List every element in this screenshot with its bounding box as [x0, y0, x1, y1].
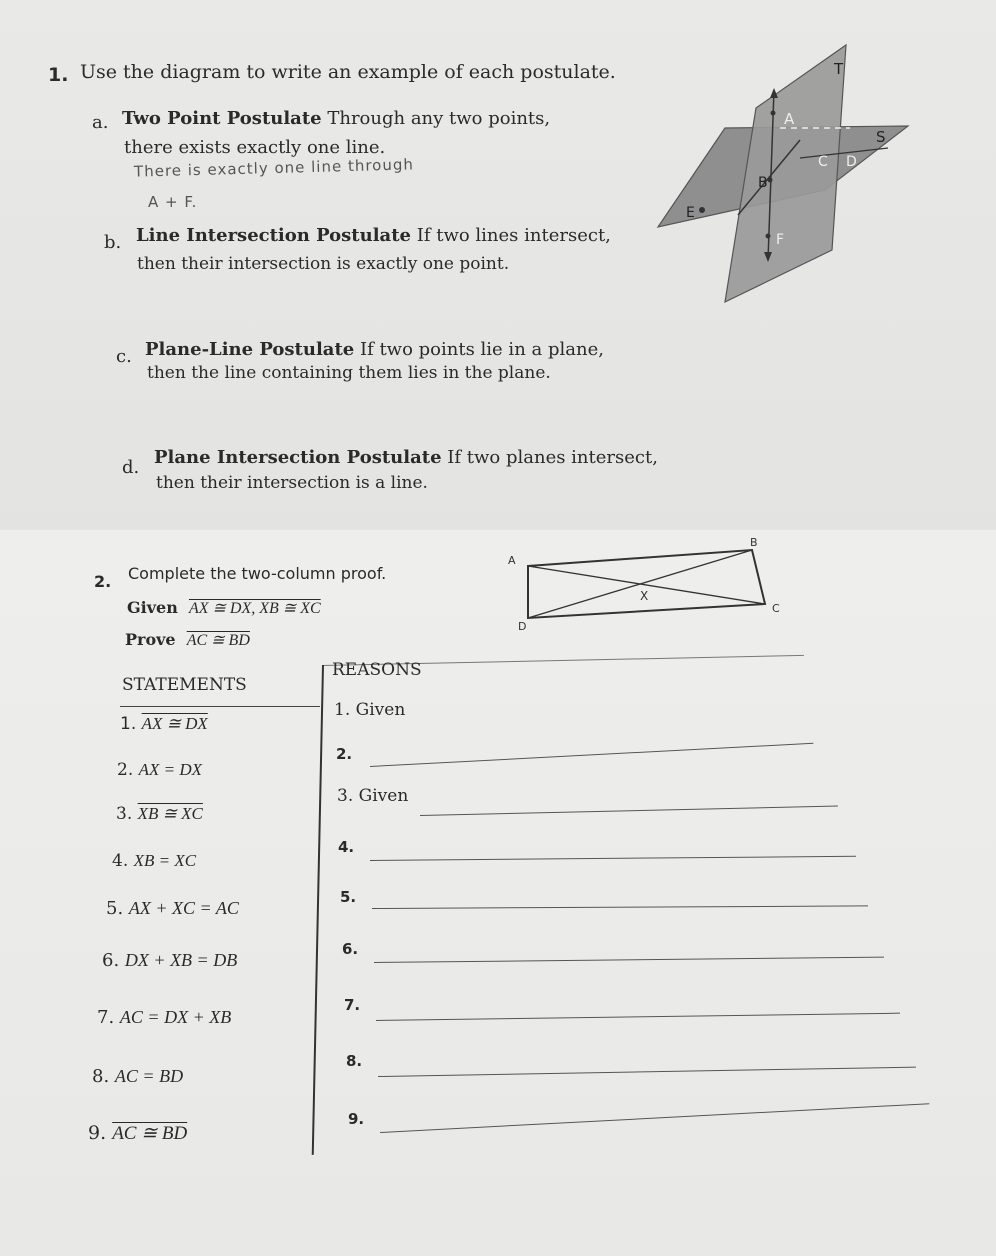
q2-prove	[125, 630, 250, 650]
q1d-line1	[154, 447, 658, 468]
statements-header: STATEMENTS	[122, 675, 247, 695]
label-c: C	[818, 154, 828, 170]
fig-label-b: B	[750, 536, 758, 549]
reasons-header: REASONS	[332, 660, 422, 680]
point-e	[699, 207, 705, 213]
q1a-text-2: there exists exactly one line.	[124, 137, 386, 158]
statement-8: 8. AC = BD	[92, 1066, 184, 1087]
q1b-letter: b.	[104, 232, 122, 253]
statement-1: 1. AX ≅ DX	[120, 714, 208, 734]
q1c-letter: c.	[116, 346, 132, 367]
label-b: B	[758, 175, 768, 191]
point-f	[766, 234, 771, 239]
label-s: S	[876, 128, 886, 146]
q1a-letter: a.	[92, 112, 109, 133]
reason-7-number: 7.	[344, 996, 361, 1014]
label-f: F	[776, 232, 785, 248]
given-label: Given	[127, 598, 178, 617]
fig-label-d: D	[518, 620, 527, 633]
label-e: E	[686, 205, 695, 221]
prove-label: Prove	[125, 630, 176, 649]
q1a-handwritten-answer-1: There is exactly one line through	[133, 155, 415, 181]
reason-8-number: 8.	[346, 1052, 363, 1070]
q1c-line1	[145, 339, 604, 360]
q1a-text-1: Through any two points,	[327, 108, 551, 129]
statement-5: 5. AX + XC = AC	[106, 898, 239, 919]
fig-label-a: A	[508, 554, 516, 567]
statement-6: 6. DX + XB = DB	[102, 950, 238, 971]
label-a: A	[784, 110, 795, 128]
reason-6-number: 6.	[342, 940, 359, 958]
q1a-line1	[122, 108, 550, 129]
reason-2-number: 2.	[336, 745, 353, 763]
label-d: D	[846, 154, 857, 170]
prove-statement: AC ≅ BD	[186, 632, 250, 649]
q1-number: 1.	[48, 64, 69, 86]
q1c-text-1: If two points lie in a plane,	[359, 339, 604, 360]
q1d-postulate-name: Plane Intersection Postulate	[154, 447, 442, 468]
q1d-letter: d.	[122, 457, 140, 478]
reason-4-number: 4.	[338, 838, 355, 856]
diagonal-db	[528, 550, 752, 618]
q1a-handwritten-answer-2: A + F.	[148, 193, 198, 211]
q1-instruction: Use the diagram to write an example of each postulate.	[80, 61, 616, 83]
q1c-text-2: then the line containing them lies in the plane.	[147, 363, 551, 383]
point-b	[768, 178, 773, 183]
q1b-postulate-name: Line Intersection Postulate	[136, 225, 411, 246]
statements-underline	[120, 706, 320, 707]
statement-9: 9. AC ≅ BD	[88, 1122, 188, 1144]
statement-7: 7. AC = DX + XB	[97, 1007, 232, 1028]
reason-1: 1. Given	[334, 700, 406, 720]
q2-instruction: Complete the two-column proof.	[128, 564, 387, 583]
fig-label-x: X	[640, 589, 649, 603]
reason-9-number: 9.	[348, 1110, 365, 1128]
fig-label-c: C	[772, 602, 780, 615]
q1b-line1	[136, 225, 611, 246]
label-t: T	[834, 60, 844, 78]
q1a-postulate-name: Two Point Postulate	[122, 108, 322, 129]
q1d-text-2: then their intersection is a line.	[156, 473, 428, 493]
q1b-text-1: If two lines intersect,	[416, 225, 611, 246]
q2-number: 2.	[94, 572, 112, 591]
q2-given	[127, 598, 321, 618]
point-a	[771, 111, 776, 116]
reason-3: 3. Given	[337, 786, 409, 806]
statement-3: 3. XB ≅ XC	[116, 804, 203, 824]
rectangle-figure	[500, 536, 790, 636]
statement-4: 4. XB = XC	[112, 851, 197, 871]
statement-2: 2. AX = DX	[117, 760, 203, 780]
q1d-text-1: If two planes intersect,	[447, 447, 658, 468]
q1c-postulate-name: Plane-Line Postulate	[145, 339, 355, 360]
reason-5-number: 5.	[340, 888, 357, 906]
given-statement: AX ≅ DX, XB ≅ XC	[188, 600, 321, 617]
q1b-text-2: then their intersection is exactly one point.	[137, 254, 510, 274]
planes-diagram	[650, 40, 920, 310]
